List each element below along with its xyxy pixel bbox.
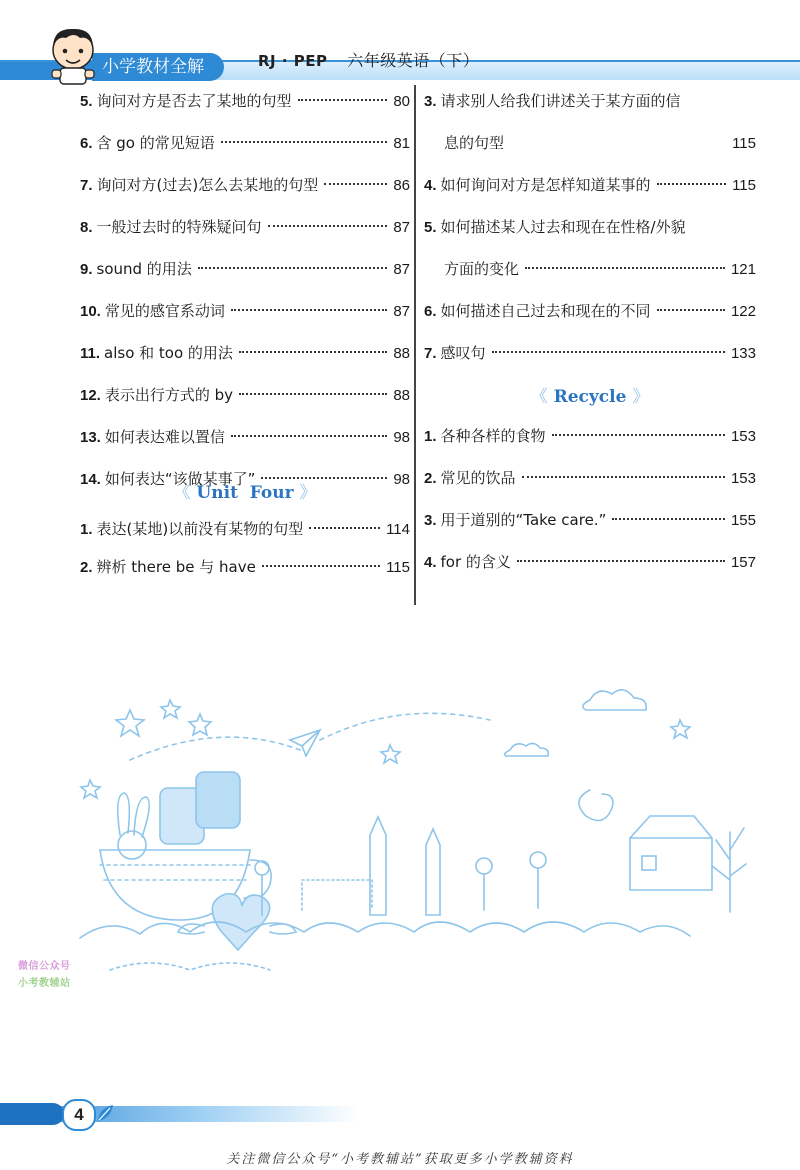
entry-number: 6. xyxy=(80,135,93,152)
entry-title: 询问对方是否去了某地的句型 xyxy=(96,92,292,110)
toc-entry[interactable] xyxy=(80,213,410,241)
star-icon xyxy=(161,700,180,718)
ground-clouds xyxy=(80,922,690,938)
section-bracket-close: 》 xyxy=(632,387,650,407)
pencil-icon xyxy=(426,829,440,915)
tree-icon xyxy=(712,828,746,912)
toc-entry[interactable] xyxy=(80,297,410,325)
entry-title: 如何询问对方是怎样知道某事的 xyxy=(440,176,651,194)
footer-pill xyxy=(0,1103,64,1125)
toc-entry[interactable] xyxy=(80,255,410,283)
star-icon xyxy=(381,745,400,763)
toc-entry[interactable] xyxy=(424,87,756,115)
entry-title: for 的含义 xyxy=(440,553,511,571)
star-icon xyxy=(116,710,144,736)
entry-number: 7. xyxy=(80,177,93,194)
entry-number: 6. xyxy=(424,303,437,320)
flower-icon xyxy=(530,852,546,868)
toc-entry[interactable] xyxy=(424,464,756,492)
entry-number: 1. xyxy=(424,428,437,445)
entry-page: 87 xyxy=(393,219,410,236)
grade-label: 六年级英语（下） xyxy=(347,51,480,70)
entry-number: 7. xyxy=(424,345,437,362)
section-label: Unit Four xyxy=(196,483,294,503)
footer-notice: 关注微信公众号“小考教辅站”获取更多小学教辅资料 xyxy=(226,1152,574,1167)
entry-title: 请求别人给我们讲述关于某方面的信 xyxy=(440,92,681,110)
entry-title: 常见的饮品 xyxy=(440,469,516,487)
entry-number: 4. xyxy=(424,554,437,571)
page-number: 4 xyxy=(62,1099,96,1131)
series-title: 小学教材全解 xyxy=(92,53,224,81)
entry-number: 9. xyxy=(80,261,93,278)
entry-page: 155 xyxy=(730,512,756,529)
entry-title: 表达(某地)以前没有某物的句型 xyxy=(96,520,304,538)
leader-dots xyxy=(268,225,388,227)
section-heading-recycle xyxy=(424,382,756,407)
flower-icon xyxy=(255,861,269,875)
entry-page: 80 xyxy=(393,93,410,110)
leader-dots xyxy=(239,393,387,395)
section-bracket-open: 《 xyxy=(530,387,548,407)
leader-dots xyxy=(612,518,725,520)
leader-dots xyxy=(231,435,387,437)
entry-number: 10. xyxy=(80,303,101,320)
column-divider xyxy=(414,85,416,605)
entry-page: 115 xyxy=(732,177,756,194)
entry-number: 12. xyxy=(80,387,101,404)
entry-number: 1. xyxy=(80,521,93,538)
entry-number: 4. xyxy=(424,177,437,194)
entry-title: 询问对方(过去)怎么去某地的句型 xyxy=(96,176,319,194)
entry-number: 3. xyxy=(424,512,437,529)
section-bracket-open: 《 xyxy=(173,483,191,503)
leader-dots xyxy=(492,351,725,353)
toc-entry[interactable] xyxy=(424,297,756,325)
entry-page: 153 xyxy=(730,428,756,445)
pencil-icon xyxy=(302,880,372,910)
entry-title-continued: 息的句型 xyxy=(444,134,505,152)
entry-page: 87 xyxy=(393,261,410,278)
entry-title: 如何描述自己过去和现在的不同 xyxy=(440,302,651,320)
entry-page: 153 xyxy=(730,470,756,487)
entry-page: 122 xyxy=(730,303,756,320)
entry-number: 11. xyxy=(80,345,101,362)
toc-entry[interactable] xyxy=(80,515,410,543)
entry-number: 5. xyxy=(424,219,437,236)
toc-entry[interactable] xyxy=(424,339,756,367)
toc-entry[interactable] xyxy=(424,213,756,241)
leader-dots xyxy=(552,434,725,436)
entry-number: 14. xyxy=(80,471,101,488)
entry-page: 133 xyxy=(730,345,756,362)
entry-number: 13. xyxy=(80,429,101,446)
toc-entry[interactable] xyxy=(80,87,410,115)
section-label: Recycle xyxy=(553,387,627,407)
toc-entry[interactable] xyxy=(424,548,756,576)
entry-title: also 和 too 的用法 xyxy=(104,344,233,362)
leader-dots xyxy=(657,309,725,311)
edition-label: RJ · PEP xyxy=(258,52,328,70)
leader-dots xyxy=(525,267,725,269)
leader-dots xyxy=(517,560,725,562)
cloud-icon xyxy=(583,690,646,710)
leaf-icon xyxy=(95,1102,117,1124)
entry-title: 如何表达难以置信 xyxy=(104,428,225,446)
toc-entry[interactable] xyxy=(80,171,410,199)
entry-page: 115 xyxy=(732,135,756,152)
watermark-line-2: 小考教辅站 xyxy=(18,978,71,989)
cloud-icon xyxy=(505,743,549,756)
entry-number: 2. xyxy=(424,470,437,487)
star-icon xyxy=(81,780,100,798)
entry-title: 辨析 there be 与 have xyxy=(96,558,256,576)
entry-page: 87 xyxy=(393,303,410,320)
leader-dots xyxy=(198,267,388,269)
entry-title: 如何描述某人过去和现在在性格/外貌 xyxy=(440,218,686,236)
entry-page: 98 xyxy=(393,471,410,488)
decorative-illustration xyxy=(70,680,750,1010)
entry-title: 各种各样的食物 xyxy=(440,427,546,445)
entry-title: 感叹句 xyxy=(440,344,486,362)
entry-page: 114 xyxy=(386,521,410,538)
entry-number: 5. xyxy=(80,93,93,110)
entry-number: 2. xyxy=(80,559,93,576)
toc-entry[interactable] xyxy=(80,129,410,157)
entry-title: sound 的用法 xyxy=(96,260,192,278)
house-icon xyxy=(630,816,712,890)
entry-title: 常见的感官系动词 xyxy=(104,302,225,320)
toc-entry-continuation[interactable] xyxy=(444,255,756,283)
leader-dots xyxy=(221,141,388,143)
leader-dots xyxy=(309,527,380,529)
leader-dots xyxy=(657,183,727,185)
leader-dots xyxy=(298,99,388,101)
letter-block-icon xyxy=(196,772,240,828)
entry-title: 表示出行方式的 by xyxy=(104,386,234,404)
toc-entry[interactable] xyxy=(80,339,410,367)
entry-page: 121 xyxy=(730,261,756,278)
entry-page: 115 xyxy=(386,559,410,576)
entry-page: 88 xyxy=(393,345,410,362)
flower-icon xyxy=(476,858,492,874)
header-edition xyxy=(258,48,479,71)
entry-page: 86 xyxy=(393,177,410,194)
entry-title: 含 go 的常见短语 xyxy=(96,134,215,152)
toc-entry[interactable] xyxy=(80,553,410,581)
section-bracket-close: 》 xyxy=(299,483,317,503)
entry-number: 8. xyxy=(80,219,93,236)
paper-plane-icon xyxy=(290,730,320,756)
entry-title: 如何表达“该做某事了” xyxy=(104,470,256,488)
entry-page: 157 xyxy=(730,554,756,571)
toc-entry[interactable] xyxy=(424,422,756,450)
leader-dots xyxy=(262,565,380,567)
entry-title-continued: 方面的变化 xyxy=(444,260,520,278)
toc-entry-continuation[interactable] xyxy=(444,129,756,157)
entry-page: 81 xyxy=(393,135,410,152)
toc-entry[interactable] xyxy=(80,381,410,409)
star-icon xyxy=(671,720,690,738)
leader-dots xyxy=(231,309,387,311)
toc-entry[interactable] xyxy=(80,423,410,451)
section-heading-unit-four xyxy=(80,478,410,503)
entry-title: 用于道别的“Take care.” xyxy=(440,511,607,529)
entry-page: 98 xyxy=(393,429,410,446)
footer-bar xyxy=(0,1106,800,1122)
toc-entry[interactable] xyxy=(424,171,756,199)
leader-dots xyxy=(324,183,387,185)
page-header xyxy=(0,0,800,92)
star-icon xyxy=(189,714,211,735)
entry-page: 88 xyxy=(393,387,410,404)
boy-mascot-icon xyxy=(40,24,106,86)
leader-dots xyxy=(522,476,725,478)
entry-number: 3. xyxy=(424,93,437,110)
leader-dots xyxy=(239,351,387,353)
watermark-line-1: 微信公众号 xyxy=(18,961,71,972)
toc-entry[interactable] xyxy=(424,506,756,534)
entry-title: 一般过去时的特殊疑问句 xyxy=(96,218,262,236)
